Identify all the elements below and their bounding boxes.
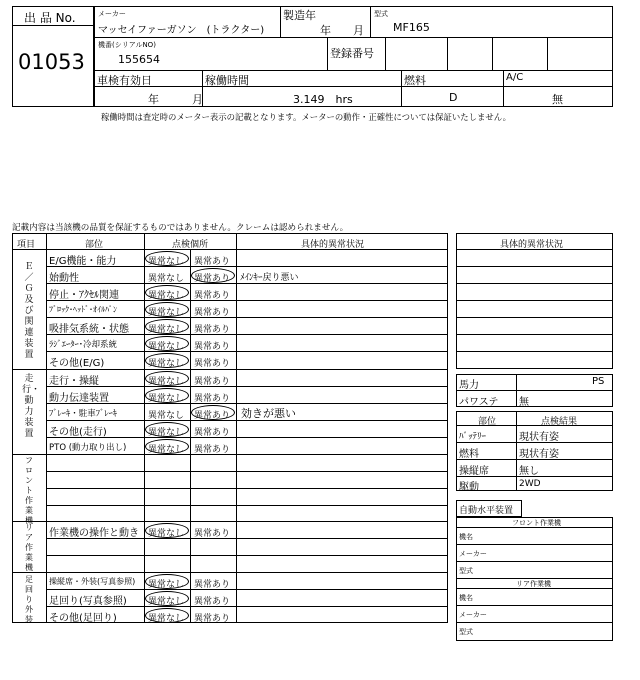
no-abnormal-option: 異常なし xyxy=(148,614,185,624)
selected-mark xyxy=(145,336,189,351)
abnormal-option: 異常あり xyxy=(194,428,231,438)
rear-model-label: 型式 xyxy=(459,628,473,636)
table-row-part: 始動性 xyxy=(49,273,79,284)
rear-name-label: 機名 xyxy=(459,594,473,602)
group-front-implement-label: フロント作業機 xyxy=(25,456,33,525)
table-row-part: PTO (動力取り出し) xyxy=(49,443,127,453)
abnormal-option: 異常あり xyxy=(194,445,231,455)
col-detail-header: 具体的異常状況 xyxy=(301,240,365,250)
table-row-part: 足回り(写真参照) xyxy=(49,596,127,607)
selected-mark xyxy=(145,302,189,317)
result-part-header: 部位 xyxy=(478,417,497,427)
selected-mark xyxy=(145,591,189,606)
table-row-part: 走行・操縦 xyxy=(49,376,99,387)
selected-mark xyxy=(145,608,189,623)
group-engine-label: Ｅ／Ｇ及び関連装置 xyxy=(24,262,34,360)
table-row-part: E/G機能・能力 xyxy=(49,256,117,267)
abnormal-option: 異常あり xyxy=(194,342,231,352)
group-undercarriage-label: 足回り外装 xyxy=(25,575,33,624)
col-check-header: 点検個所 xyxy=(172,240,209,250)
battery-value: 現状有姿 xyxy=(519,432,559,443)
no-abnormal-option: 異常なし xyxy=(148,257,185,267)
no-abnormal-option: 異常なし xyxy=(148,394,185,404)
no-abnormal-option: 異常なし xyxy=(148,377,185,387)
table-row-part: 作業機の操作と動き xyxy=(49,528,139,539)
ac-label: A/C xyxy=(506,72,524,83)
right-detail-box xyxy=(456,233,613,369)
auto-level-label: 自動水平装置 xyxy=(459,506,514,516)
table-row-part: ﾌﾞﾛｯｸ･ﾍｯﾄﾞ･ｵｲﾙﾊﾟﾝ xyxy=(49,305,117,314)
drive-value: 2WD xyxy=(519,479,541,489)
selected-mark xyxy=(145,388,189,403)
table-row-part: 操縦席・外装(写真参照) xyxy=(49,577,136,586)
year-value: 年 月 xyxy=(320,24,364,37)
abnormal-option: 異常あり xyxy=(194,377,231,387)
hours-label: 稼働時間 xyxy=(205,74,249,87)
no-abnormal-option: 異常なし xyxy=(148,580,185,590)
selected-mark xyxy=(145,371,189,386)
maker-value: マッセイファーガソン (トラクター) xyxy=(98,25,265,36)
col-part-header: 部位 xyxy=(85,240,104,250)
no-abnormal-option: 異常なし xyxy=(148,428,185,438)
model-value: MF165 xyxy=(393,21,430,34)
cab-label: 操縦席 xyxy=(459,466,489,477)
no-abnormal-option: 異常なし xyxy=(148,597,185,607)
no-abnormal-option: 異常なし xyxy=(148,411,185,421)
front-model-label: 型式 xyxy=(459,567,473,575)
abnormal-option: 異常あり xyxy=(194,529,231,539)
table-row-part: 吸排気系統・状態 xyxy=(49,324,129,335)
fuel-result-value: 現状有姿 xyxy=(519,449,559,460)
rear-maker-label: メーカー xyxy=(459,611,487,619)
battery-label: ﾊﾞｯﾃﾘｰ xyxy=(459,432,487,442)
year-label: 製造年 xyxy=(283,9,316,22)
disclaimer: 記載内容は当該機の品質を保証するものではありません。クレームは認められません。 xyxy=(12,223,349,233)
inspection-label: 車検有効日 xyxy=(97,74,152,87)
table-row-part: 動力伝達装置 xyxy=(49,393,109,404)
abnormal-option: 異常あり xyxy=(194,291,231,301)
lot-number: 01053 xyxy=(18,50,85,74)
abnormal-option: 異常あり xyxy=(194,411,231,421)
table-row-part: その他(E/G) xyxy=(49,358,105,369)
group-drive-label: 走行・動力装置 xyxy=(22,374,41,439)
selected-mark xyxy=(145,353,189,368)
abnormal-option: 異常あり xyxy=(194,274,231,284)
col-item-header: 項目 xyxy=(17,240,36,250)
selected-mark xyxy=(145,285,189,300)
power-steering-label: パワステ xyxy=(459,397,499,408)
maker-label: メーカー xyxy=(98,10,126,18)
front-implement-header: フロント作業機 xyxy=(512,519,561,527)
table-row-detail: 効きが悪い xyxy=(241,407,296,420)
no-abnormal-option: 異常なし xyxy=(148,291,185,301)
hp-unit: PS xyxy=(592,376,605,387)
power-steering-value: 無 xyxy=(519,397,529,408)
registration-label: 登録番号 xyxy=(330,47,374,60)
inspection-value: 年 月 xyxy=(148,93,203,106)
selected-mark xyxy=(145,439,189,454)
cab-value: 無し xyxy=(519,466,539,477)
abnormal-option: 異常あり xyxy=(194,359,231,369)
table-row-part: その他(走行) xyxy=(49,427,107,438)
right-detail-header: 具体的異常状況 xyxy=(500,240,564,250)
drive-label: 駆動 xyxy=(459,482,479,493)
selected-mark xyxy=(191,405,235,420)
table-row-detail: ﾒｲﾝｷｰ戻り悪い xyxy=(240,273,299,283)
no-abnormal-option: 異常なし xyxy=(148,342,185,352)
rear-implement-header: リア作業機 xyxy=(516,580,551,588)
result-header: 点検結果 xyxy=(541,417,578,427)
abnormal-option: 異常あり xyxy=(194,597,231,607)
lot-label: 出 品 No. xyxy=(24,11,76,25)
hours-value: 3.149 hrs xyxy=(293,93,353,106)
hp-label: 馬力 xyxy=(459,380,479,391)
abnormal-option: 異常あり xyxy=(194,325,231,335)
abnormal-option: 異常あり xyxy=(194,614,231,624)
fuel-result-label: 燃料 xyxy=(459,449,479,460)
selected-mark xyxy=(145,319,189,334)
abnormal-option: 異常あり xyxy=(194,580,231,590)
table-row-part: その他(足回り) xyxy=(49,613,117,624)
selected-mark xyxy=(191,268,235,283)
selected-mark xyxy=(145,574,189,589)
table-row-part: ﾗｼﾞｴｰﾀｰ･冷却系統 xyxy=(49,340,118,350)
no-abnormal-option: 異常なし xyxy=(148,308,185,318)
no-abnormal-option: 異常なし xyxy=(148,529,185,539)
model-label: 型式 xyxy=(374,10,388,18)
abnormal-option: 異常あり xyxy=(194,394,231,404)
selected-mark xyxy=(145,422,189,437)
fuel-value: D xyxy=(449,91,458,104)
abnormal-option: 異常あり xyxy=(194,308,231,318)
selected-mark xyxy=(145,251,189,266)
no-abnormal-option: 異常なし xyxy=(148,325,185,335)
front-name-label: 機名 xyxy=(459,533,473,541)
selected-mark xyxy=(145,523,189,538)
abnormal-option: 異常あり xyxy=(194,257,231,267)
serial-value: 155654 xyxy=(118,53,160,66)
fuel-label: 燃料 xyxy=(404,74,426,87)
front-maker-label: メーカー xyxy=(459,550,487,558)
table-row-part: 停止・ｱｸｾﾙ関連 xyxy=(49,290,119,301)
serial-label: 機番(シリアルNO) xyxy=(98,41,156,49)
ac-value: 無 xyxy=(552,93,563,106)
hours-note: 稼働時間は査定時のメーター表示の記載となります。メーターの動作・正確性については保証いたしません。 xyxy=(101,112,512,122)
no-abnormal-option: 異常なし xyxy=(148,359,185,369)
table-row-part: ﾌﾞﾚｰｷ・駐車ﾌﾞﾚｰｷ xyxy=(49,409,118,419)
group-rear-implement-label: リア作業機 xyxy=(25,523,33,572)
no-abnormal-option: 異常なし xyxy=(148,445,185,455)
no-abnormal-option: 異常なし xyxy=(148,274,185,284)
